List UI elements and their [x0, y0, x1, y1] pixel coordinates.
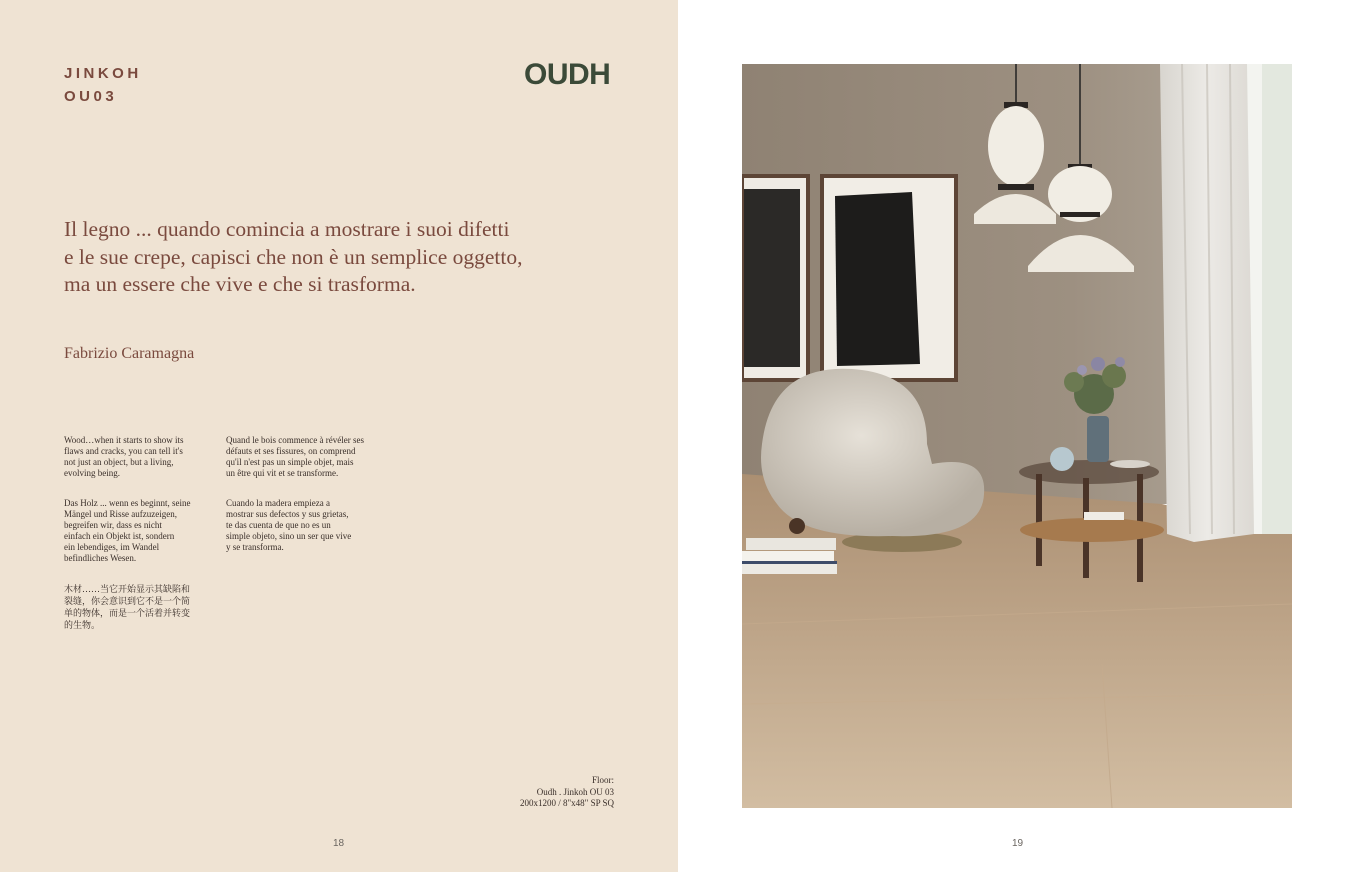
translation-german: Das Holz ... wenn es beginnt, seine Mängel und Risse aufzuzeigen, begreifen wir, dass es nicht einfach ein Objekt ist, sondern ein lebendiges, im Wandel befindliches Wesen.: [64, 498, 191, 563]
quote-text: Il legno ... quando comincia a mostrare i suoi difetti e le sue crepe, capisci che non è un semplice oggetto, ma un essere che vive e che si trasforma.: [64, 217, 523, 296]
right-page: [678, 0, 1356, 872]
translation-french: Quand le bois commence à révéler ses défauts et ses fissures, on comprend qu'il n'est pas un simple objet, mais un être qui vit et se transforme.: [226, 435, 364, 478]
floor-caption: [414, 775, 614, 810]
translation-english: Wood…when it starts to show its flaws and cracks, you can tell it's not just an object, but a living, evolving being.: [64, 435, 184, 478]
page-number-left: 18: [333, 838, 345, 849]
translation-chinese: 木材……当它开始显示其缺陷和 裂缝，你会意识到它不是一个简 单的物体，而是一个活着并转变 的生物。: [64, 584, 191, 630]
caption-product: Oudh . Jinkoh OU 03: [536, 786, 614, 797]
translation-spanish: Cuando la madera empieza a mostrar sus defectos y sus grietas, te das cuenta de que no es un simple objeto, sino un ser que vive y se transforma.: [226, 498, 352, 552]
interior-scene: [742, 64, 1292, 808]
page-number-right: 19: [1012, 838, 1024, 849]
series-name: JINKOH: [64, 65, 142, 82]
series-number: OU03: [64, 88, 118, 105]
caption-label: Floor:: [591, 775, 614, 785]
brand-logo: OUDH: [524, 58, 611, 91]
series-code: [64, 62, 142, 108]
quote-author: Fabrizio Caramagna: [64, 345, 195, 362]
interior-photo: [742, 64, 1292, 808]
caption-size: 200x1200 / 8"x48" SP SQ: [519, 798, 614, 808]
